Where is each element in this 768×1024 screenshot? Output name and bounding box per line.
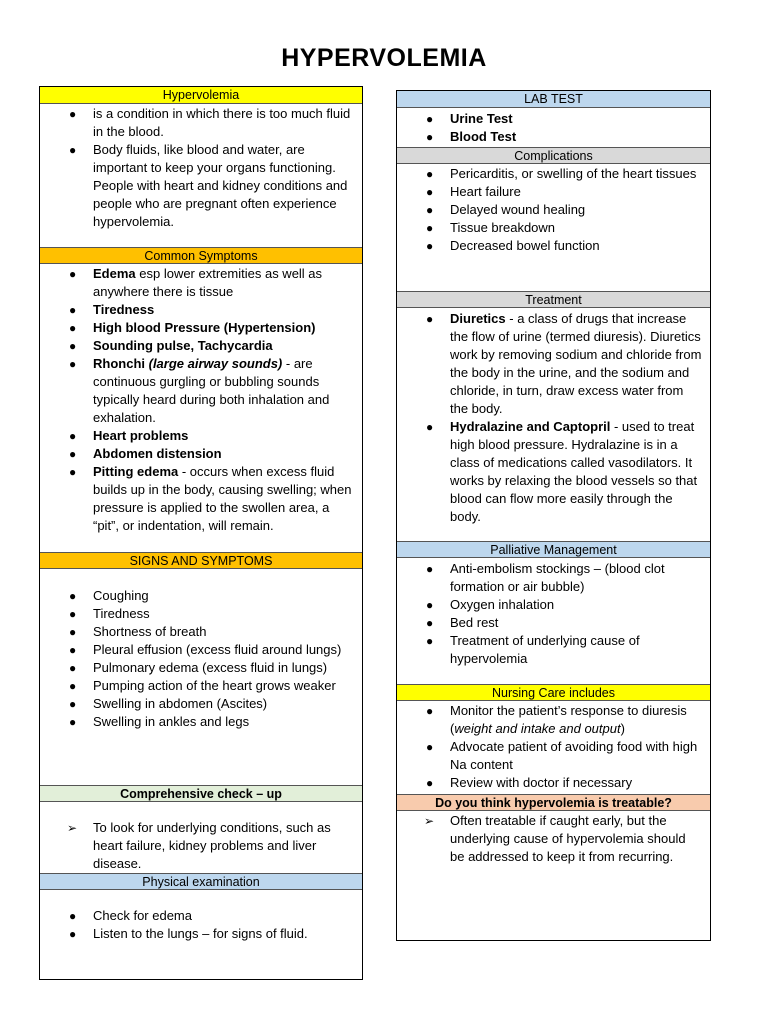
lab-test-header: LAB TEST (397, 91, 710, 108)
list-item: ● Decreased bowel function (426, 238, 600, 253)
arrow-bullet-icon: ➢ (424, 814, 435, 828)
list-item: ● Bed rest (426, 615, 499, 630)
bullet-icon: ● (426, 740, 434, 754)
bullet-icon: ● (426, 130, 434, 144)
list-item: ● Tissue breakdown (426, 220, 556, 235)
treatment-section (397, 308, 710, 541)
list-item: ● Monitor the patient’s response to diuresis (weight and intake and output) (426, 703, 687, 736)
list-item: ● Treatment of underlying cause of hypervolemia (426, 633, 640, 666)
list-item: ● Blood Test (426, 129, 517, 144)
list-item: ● Shortness of breath (69, 624, 207, 639)
list-item: ➢ Often treatable if caught early, but the underlying cause of hypervolemia should be addressed to keep it from recurring. (424, 813, 686, 864)
nursing-care-header: Nursing Care includes (397, 684, 710, 701)
bullet-icon: ● (426, 776, 434, 790)
list-item: ● Heart failure (426, 184, 521, 199)
palliative-management-header: Palliative Management (397, 541, 710, 558)
list-item: ● Pumping action of the heart grows weaker (69, 678, 336, 693)
list-item: ➢ To look for underlying conditions, such as heart failure, kidney problems and liver disease. (67, 820, 331, 871)
treatable-section (397, 811, 710, 866)
bullet-icon: ● (69, 589, 77, 603)
bullet-icon: ● (426, 312, 434, 326)
hypervolemia-header: Hypervolemia (40, 87, 362, 104)
list-item: ● is a condition in which there is too much fluid in the blood. (69, 106, 351, 139)
list-item: ● Rhonchi (large airway sounds) - are continuous gurgling or bubbling sounds typically heard during both inhalation and exhalation. (69, 356, 330, 425)
list-item: ● Review with doctor if necessary (426, 775, 633, 790)
bullet-icon: ● (426, 704, 434, 718)
bullet-icon: ● (69, 909, 77, 923)
bullet-icon: ● (69, 625, 77, 639)
bullet-icon: ● (426, 616, 434, 630)
list-item: ● Edema esp lower extremities as well as anywhere there is tissue (69, 266, 323, 299)
bullet-icon: ● (426, 203, 434, 217)
page-title: HYPERVOLEMIA (281, 44, 487, 72)
nursing-care-section (397, 701, 710, 794)
signs-symptoms-section (40, 569, 362, 785)
list-item: ● High blood Pressure (Hypertension) (69, 320, 316, 335)
bullet-icon: ● (69, 661, 77, 675)
list-item: ● Pleural effusion (excess fluid around lungs) (69, 642, 342, 657)
arrow-bullet-icon: ➢ (67, 821, 78, 835)
list-item: ● Anti-embolism stockings – (blood clot formation or air bubble) (426, 561, 665, 594)
bullet-icon: ● (426, 185, 434, 199)
right-column (396, 90, 711, 941)
list-item: ● Swelling in abdomen (Ascites) (69, 696, 268, 711)
bullet-icon: ● (69, 107, 77, 121)
list-item: ● Heart problems (69, 428, 189, 443)
bullet-icon: ● (69, 303, 77, 317)
complications-section (397, 164, 710, 291)
list-item: ● Delayed wound healing (426, 202, 586, 217)
comprehensive-check-header: Comprehensive check – up (40, 785, 362, 802)
bullet-icon: ● (69, 643, 77, 657)
signs-symptoms-header: SIGNS AND SYMPTOMS (40, 552, 362, 569)
list-item: ● Coughing (69, 588, 149, 603)
bullet-icon: ● (426, 598, 434, 612)
common-symptoms-header: Common Symptoms (40, 247, 362, 264)
physical-examination-section (40, 890, 362, 943)
list-item: ● Swelling in ankles and legs (69, 714, 250, 729)
lab-test-section (397, 108, 710, 147)
list-item: ● Tiredness (69, 606, 150, 621)
physical-examination-header: Physical examination (40, 873, 362, 890)
list-item: ● Hydralazine and Captopril - used to treat high blood pressure. Hydralazine is in a class of medications called vasodilators. It works by relaxing the blood vessels so that blood can flow more easily through the body. (426, 419, 698, 524)
treatment-header: Treatment (397, 291, 710, 308)
bullet-icon: ● (426, 221, 434, 235)
bullet-icon: ● (426, 239, 434, 253)
bullet-icon: ● (69, 143, 77, 157)
treatable-header: Do you think hypervolemia is treatable? (397, 794, 710, 811)
bullet-icon: ● (426, 634, 434, 648)
hypervolemia-section (40, 104, 362, 247)
list-item: ● Advocate patient of avoiding food with high Na content (426, 739, 698, 772)
list-item: ● Tiredness (69, 302, 155, 317)
bullet-icon: ● (69, 447, 77, 461)
list-item: ● Sounding pulse, Tachycardia (69, 338, 273, 353)
bullet-icon: ● (69, 267, 77, 281)
bullet-icon: ● (69, 679, 77, 693)
list-item: ● Diuretics - a class of drugs that increase the flow of urine (termed diuresis). Diuretics work by removing sodium and chloride from the body in the urine, and the sodium and chloride, in turn, draw excess water from the body. (426, 311, 702, 416)
bullet-icon: ● (426, 167, 434, 181)
list-item: ● Oxygen inhalation (426, 597, 555, 612)
bullet-icon: ● (69, 927, 77, 941)
list-item: ● Pitting edema - occurs when excess fluid builds up in the body, causing swelling; when pressure is applied to the swollen area, a “pit”, or indentation, will remain. (69, 464, 352, 533)
bullet-icon: ● (69, 715, 77, 729)
list-item: ● Pericarditis, or swelling of the heart tissues (426, 166, 697, 181)
list-item: ● Pulmonary edema (excess fluid in lungs) (69, 660, 328, 675)
palliative-management-section (397, 558, 710, 684)
bullet-icon: ● (69, 321, 77, 335)
list-item: ● Abdomen distension (69, 446, 222, 461)
complications-header: Complications (397, 147, 710, 164)
common-symptoms-section (40, 264, 362, 552)
list-item: ● Body fluids, like blood and water, are important to keep your organs functioning. People with heart and kidney conditions and people who are pregnant often experience hypervolemia. (69, 142, 348, 229)
list-item: ● Listen to the lungs – for signs of fluid. (69, 926, 308, 941)
bullet-icon: ● (69, 357, 77, 371)
bullet-icon: ● (69, 465, 77, 479)
comprehensive-check-section (40, 802, 362, 873)
left-column (39, 86, 363, 980)
bullet-icon: ● (69, 697, 77, 711)
bullet-icon: ● (69, 339, 77, 353)
bullet-icon: ● (69, 607, 77, 621)
bullet-icon: ● (426, 112, 434, 126)
bullet-icon: ● (69, 429, 77, 443)
bullet-icon: ● (426, 562, 434, 576)
list-item: ● Check for edema (69, 908, 192, 923)
bullet-icon: ● (426, 420, 434, 434)
list-item: ● Urine Test (426, 111, 513, 126)
